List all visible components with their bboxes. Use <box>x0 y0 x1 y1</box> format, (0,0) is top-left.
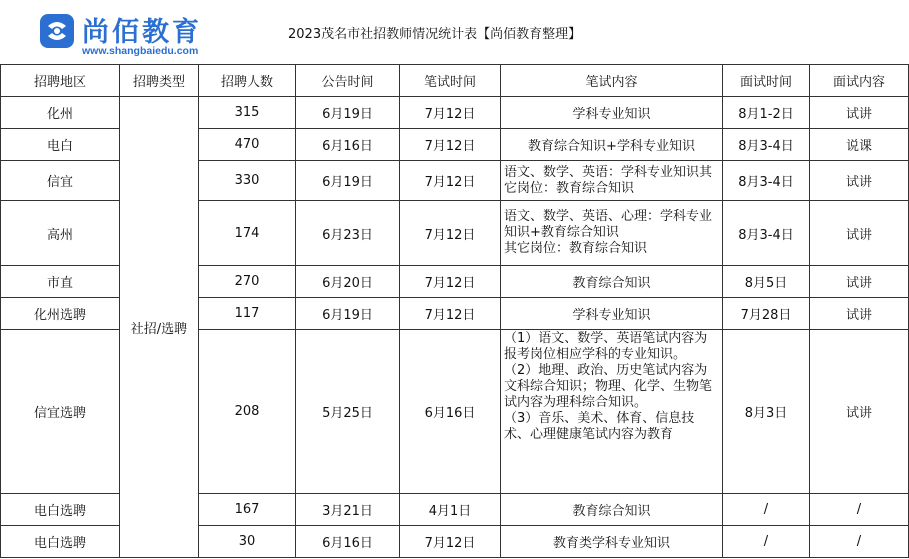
cell-exam-content: 教育综合知识+学科专业知识 <box>501 129 723 161</box>
cell-exam-content: 语文、数学、英语、心理：学科专业知识+教育综合知识 其它岗位：教育综合知识 <box>501 201 723 266</box>
cell-exam-date: 7月12日 <box>400 161 501 201</box>
cell-area: 信宜 <box>1 161 120 201</box>
cell-interview-content: 说课 <box>810 129 909 161</box>
cell-interview-date: 8月3-4日 <box>723 129 810 161</box>
cell-count: 167 <box>199 494 296 526</box>
page-title: 2023茂名市社招教师情况统计表【尚佰教育整理】 <box>288 27 582 42</box>
col-header-area: 招聘地区 <box>1 65 120 97</box>
cell-interview-date: 8月5日 <box>723 266 810 298</box>
col-header-type: 招聘类型 <box>120 65 199 97</box>
col-header-exam-date: 笔试时间 <box>400 65 501 97</box>
cell-notice-date: 6月20日 <box>296 266 400 298</box>
cell-exam-date: 7月12日 <box>400 526 501 558</box>
cell-count: 208 <box>199 330 296 494</box>
cell-count: 117 <box>199 298 296 330</box>
cell-notice-date: 6月19日 <box>296 97 400 129</box>
cell-exam-date: 4月1日 <box>400 494 501 526</box>
cell-exam-content-long <box>501 330 723 494</box>
cell-interview-date: / <box>723 494 810 526</box>
cell-area: 化州 <box>1 97 120 129</box>
cell-count: 315 <box>199 97 296 129</box>
cell-area: 电白选聘 <box>1 526 120 558</box>
recruitment-table <box>0 64 909 558</box>
cell-exam-date: 6月16日 <box>400 330 501 494</box>
col-header-interview-content: 面试内容 <box>810 65 909 97</box>
cell-exam-date: 7月12日 <box>400 298 501 330</box>
cell-exam-date: 7月12日 <box>400 266 501 298</box>
logo <box>38 12 238 56</box>
cell-notice-date: 6月23日 <box>296 201 400 266</box>
cell-exam-date: 7月12日 <box>400 129 501 161</box>
col-header-count: 招聘人数 <box>199 65 296 97</box>
cell-exam-content-text: （1）语文、数学、英语笔试内容为报考岗位相应学科的专业知识。 （2）地理、政治、历史笔试内容为文科综合知识；物理、化学、生物笔试内容为理科综合知识。 （3）音乐、美术、体育、信息技术、心理健康笔试内容为教育 <box>504 331 713 442</box>
cell-interview-date: / <box>723 526 810 558</box>
cell-area: 化州选聘 <box>1 298 120 330</box>
logo-icon <box>38 12 76 50</box>
col-header-exam-content: 笔试内容 <box>501 65 723 97</box>
cell-interview-content: / <box>810 494 909 526</box>
cell-type-merged: 社招/选聘 <box>120 97 199 558</box>
cell-exam-date: 7月12日 <box>400 97 501 129</box>
cell-exam-content: 教育综合知识 <box>501 266 723 298</box>
cell-count: 470 <box>199 129 296 161</box>
header-row <box>1 65 909 97</box>
cell-exam-content: 教育综合知识 <box>501 494 723 526</box>
cell-notice-date: 6月16日 <box>296 129 400 161</box>
cell-area: 信宜选聘 <box>1 330 120 494</box>
cell-area: 高州 <box>1 201 120 266</box>
cell-interview-date: 8月3日 <box>723 330 810 494</box>
cell-interview-content: 试讲 <box>810 161 909 201</box>
cell-count: 330 <box>199 161 296 201</box>
cell-exam-content: 学科专业知识 <box>501 298 723 330</box>
header <box>0 0 909 65</box>
cell-area: 电白选聘 <box>1 494 120 526</box>
cell-count: 270 <box>199 266 296 298</box>
col-header-notice-date: 公告时间 <box>296 65 400 97</box>
cell-interview-date: 8月3-4日 <box>723 201 810 266</box>
cell-count: 174 <box>199 201 296 266</box>
cell-interview-content: / <box>810 526 909 558</box>
cell-interview-content: 试讲 <box>810 266 909 298</box>
logo-url: www.shangbaiedu.com <box>82 45 199 57</box>
cell-notice-date: 6月16日 <box>296 526 400 558</box>
cell-interview-content: 试讲 <box>810 330 909 494</box>
table-row <box>1 97 909 129</box>
col-header-interview-date: 面试时间 <box>723 65 810 97</box>
cell-notice-date: 3月21日 <box>296 494 400 526</box>
cell-interview-date: 8月1-2日 <box>723 97 810 129</box>
cell-count: 30 <box>199 526 296 558</box>
cell-interview-content: 试讲 <box>810 201 909 266</box>
cell-interview-content: 试讲 <box>810 97 909 129</box>
cell-interview-date: 8月3-4日 <box>723 161 810 201</box>
cell-area: 市直 <box>1 266 120 298</box>
cell-notice-date: 5月25日 <box>296 330 400 494</box>
cell-exam-content: 语文、数学、英语：学科专业知识其它岗位：教育综合知识 <box>501 161 723 201</box>
cell-notice-date: 6月19日 <box>296 161 400 201</box>
logo-text: 尚佰教育 <box>82 17 202 48</box>
cell-exam-content: 教育类学科专业知识 <box>501 526 723 558</box>
cell-notice-date: 6月19日 <box>296 298 400 330</box>
cell-exam-date: 7月12日 <box>400 201 501 266</box>
cell-area: 电白 <box>1 129 120 161</box>
cell-interview-date: 7月28日 <box>723 298 810 330</box>
cell-interview-content: 试讲 <box>810 298 909 330</box>
cell-exam-content: 学科专业知识 <box>501 97 723 129</box>
